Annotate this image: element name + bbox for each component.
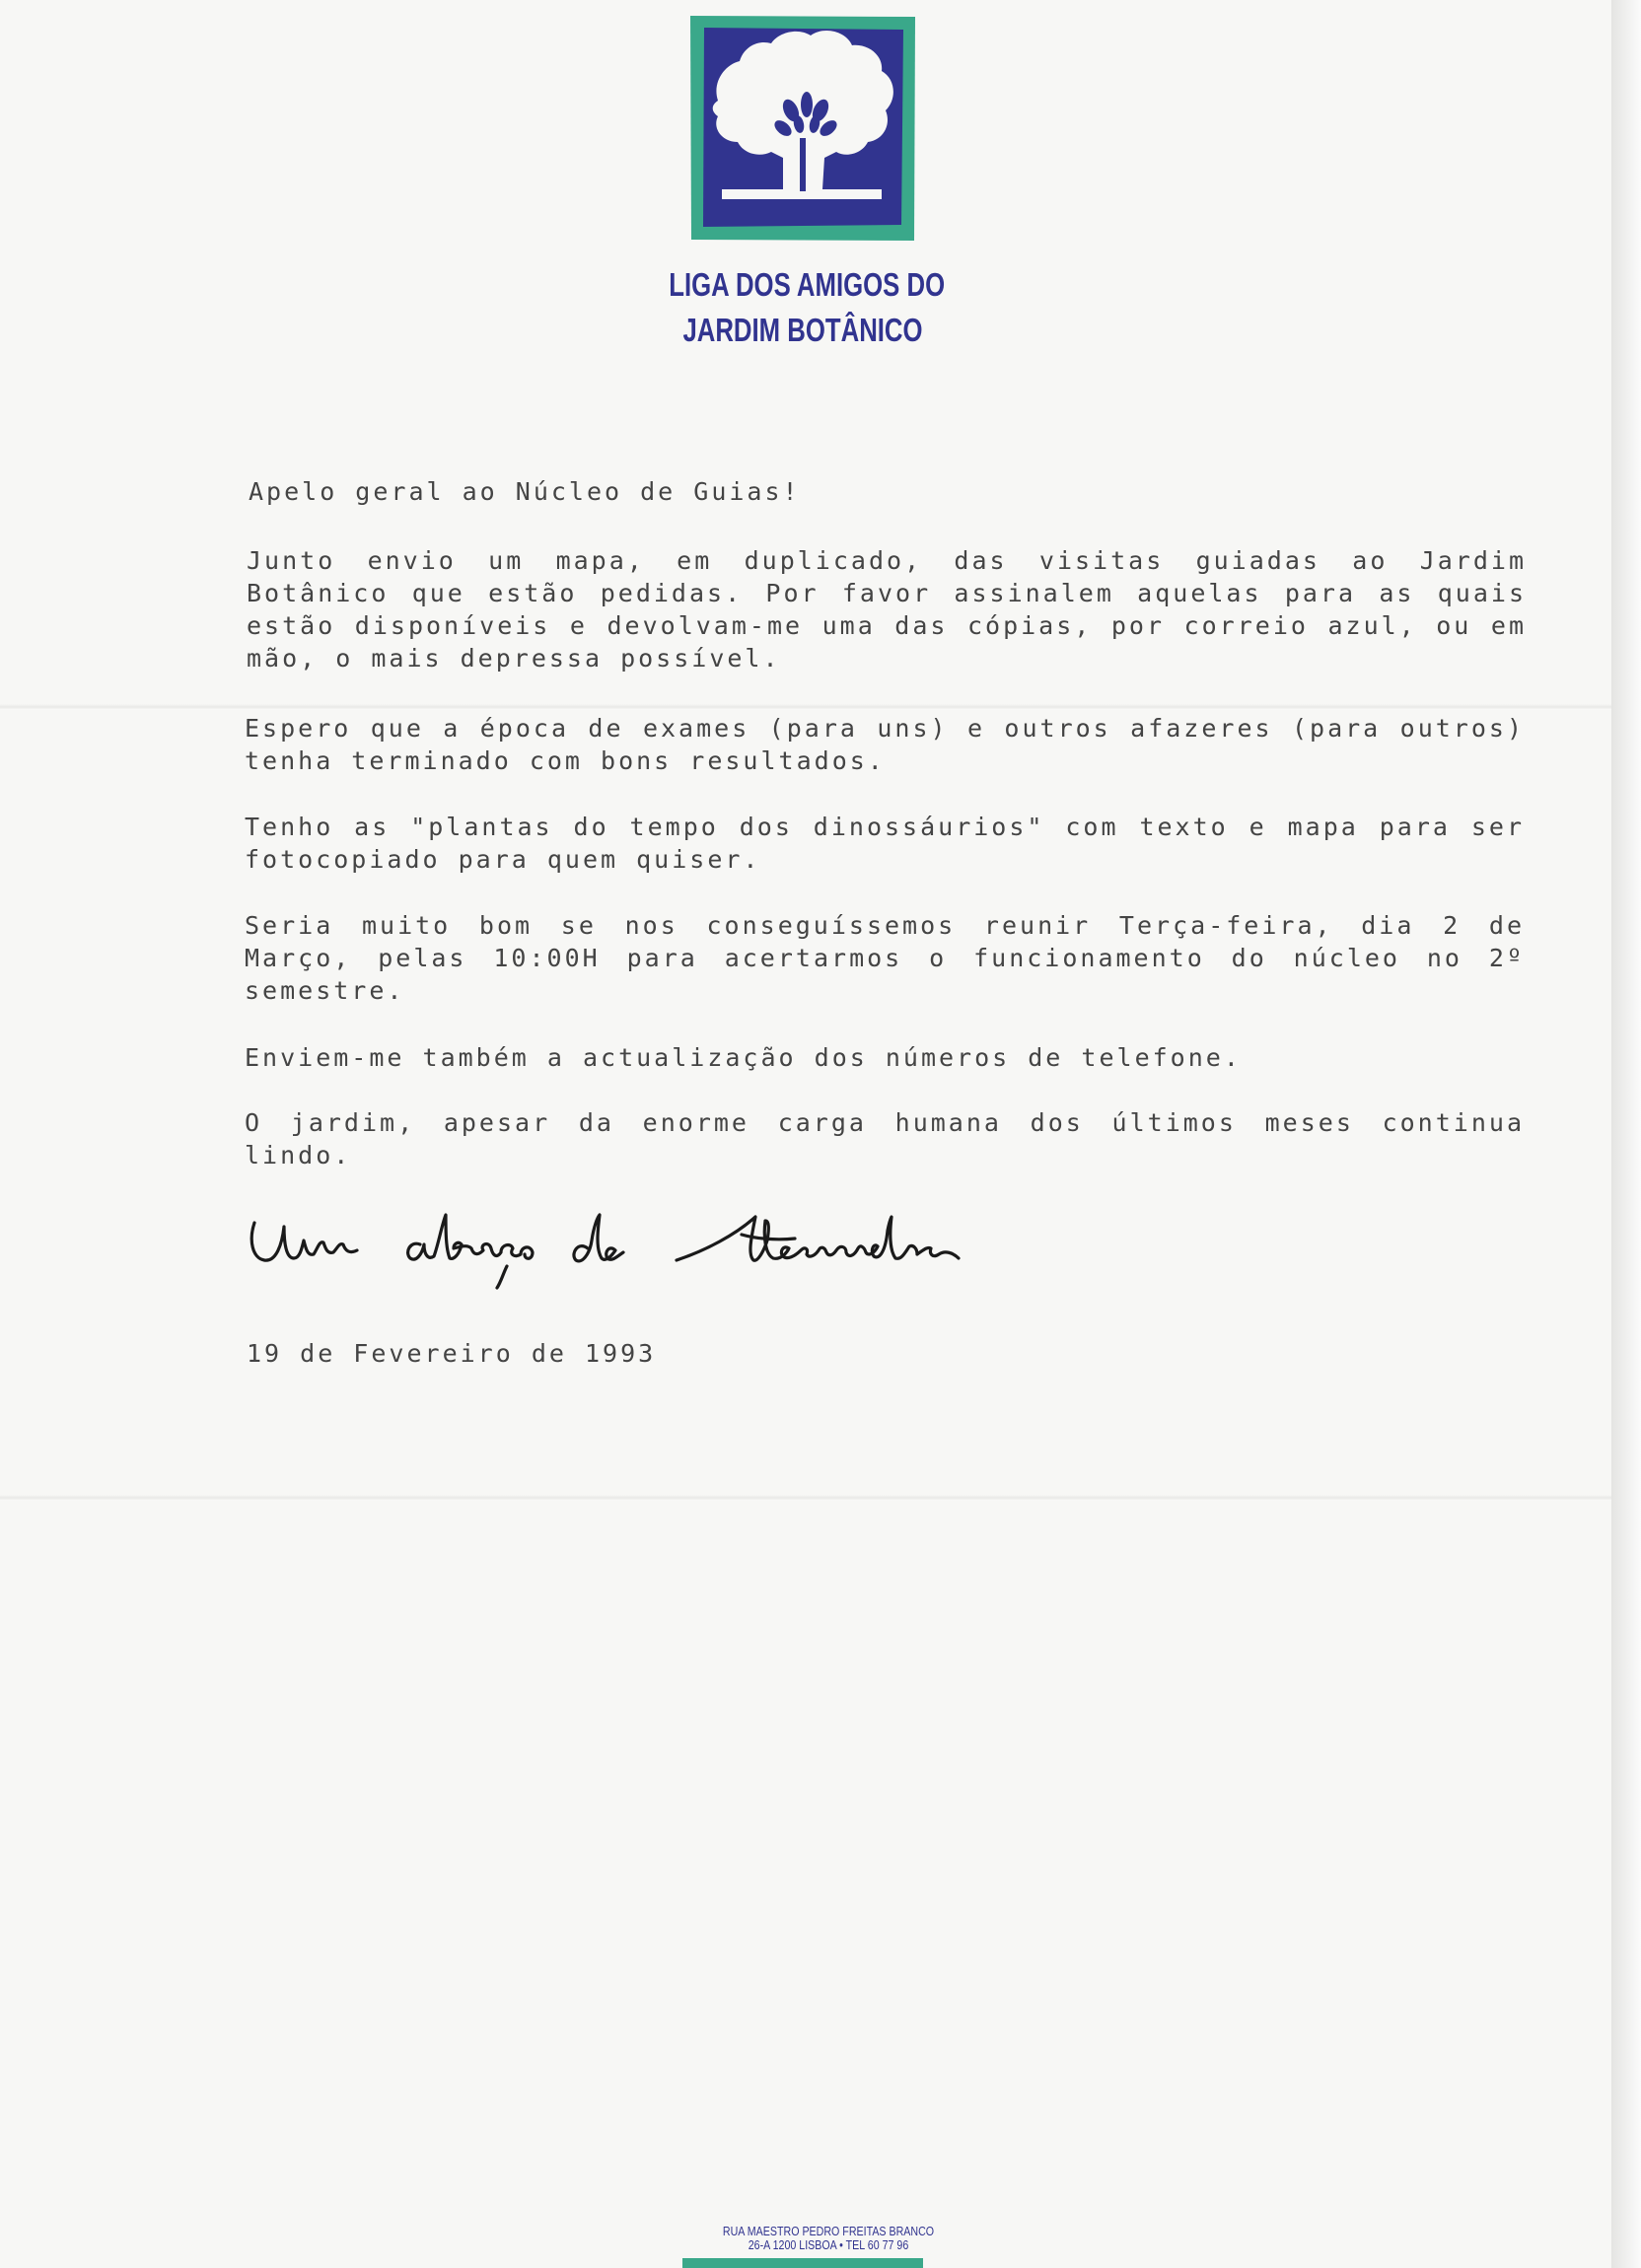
letter-date: 19 de Fevereiro de 1993 [247, 1339, 657, 1368]
organization-name [669, 262, 946, 353]
paper-edge-shadow [1611, 0, 1641, 2268]
paper-fold-line [0, 1495, 1611, 1501]
address-line-1: RUA MAESTRO PEDRO FREITAS BRANCO [722, 2224, 935, 2238]
handwritten-signature [243, 1201, 1091, 1319]
letterhead-footer-address [667, 2225, 990, 2252]
letter-paragraph: O jardim, apesar da enorme carga humana dos últimos meses continua lindo. [245, 1108, 1525, 1169]
letter-greeting: Apelo geral ao Núcleo de Guias! [249, 477, 801, 506]
letter-paragraph: Tenho as "plantas do tempo dos dinossáurios" com texto e mapa para ser fotocopiado para quem quiser. [245, 813, 1525, 874]
letter-paragraph: Espero que a época de exames (para uns) e outros afazeres (para outros) tenha terminado com bons resultados. [245, 714, 1525, 775]
organization-name-line-1: LIGA DOS AMIGOS DO [669, 266, 946, 303]
paper-fold-line [0, 704, 1611, 710]
footer-accent-bar [682, 2258, 923, 2268]
address-line-2: 26-A 1200 LISBOA • TEL 60 77 96 [748, 2237, 909, 2252]
letter-paragraph: Seria muito bom se nos conseguíssemos reunir Terça-feira, dia 2 de Março, pelas 10:00H para acertarmos o funcionamento do núcleo no 2º semestre. [245, 911, 1525, 1005]
organization-name-line-2: JARDIM BOTÂNICO [682, 312, 923, 348]
tree-logo-icon [688, 14, 917, 243]
letter-paragraph: Junto envio um mapa, em duplicado, das visitas guiadas ao Jardim Botânico que estão pedidas. Por favor assinalem aquelas para as quais estão disponíveis e devolvam-me uma das cópias, por correio azul, ou em mão, o mais depressa possível. [247, 546, 1527, 673]
letter-paragraph: Enviem-me também a actualização dos números de telefone. [245, 1043, 1242, 1072]
